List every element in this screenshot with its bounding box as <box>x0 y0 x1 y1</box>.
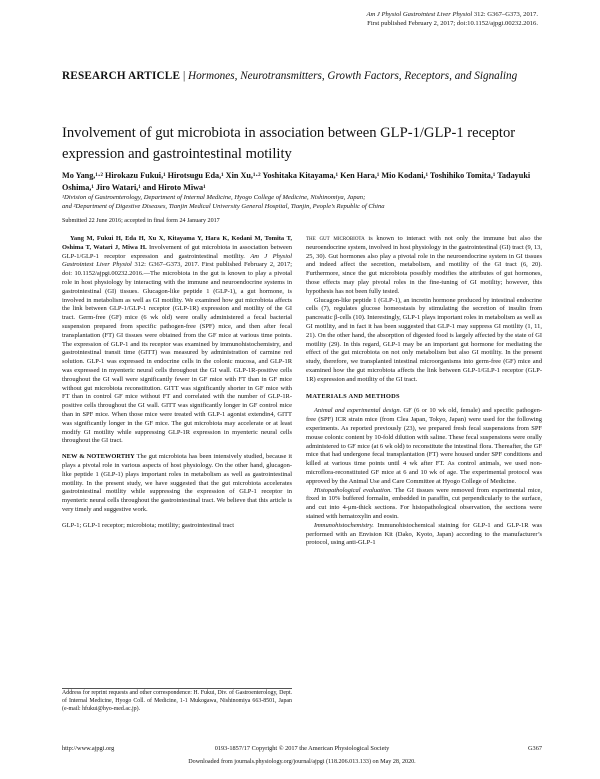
abstract-journal: Am J Physiol Gastrointest Liver Physiol <box>62 252 292 269</box>
methods-subhead-3: Immunohistochemistry. <box>314 521 374 529</box>
intro-lead: the gut microbiota <box>306 235 365 242</box>
methods-subhead-1: Animal and experimental design. <box>314 407 402 415</box>
affiliation-1: ¹Division of Gastroenterology, Department of Internal Medicine, Hyogo College of Medicine, Nishinomiya, Japan; <box>62 194 366 201</box>
download-notice: Downloaded from journals.physiology.org/journal/ajpgi (118.206.013.133) on May 28, 2020. <box>188 759 416 765</box>
author-list: Mo Yang,¹·² Hirokazu Fukui,¹ Hirotsugu Eda,¹ Xin Xu,¹·² Yoshitaka Kitayama,¹ Ken Hara,¹ Mio Kodani,¹ Toshihiko Tomita,¹ Tadayuki Oshima,¹ Jiro Watari,¹ and Hiroto Miwa¹ <box>62 171 531 192</box>
methods-paragraph-2 <box>306 487 542 522</box>
methods-heading: MATERIALS AND METHODS <box>306 392 400 400</box>
abstract <box>62 235 292 446</box>
intro-text-1: is known to interact with not only the immune but also the neuroendocrine system, involved in host physiology in the gastrointestinal (GI) tract (9, 13, 25, 30). Gut hormones also play a pivotal role in the neuroendocrine system in GI tissues and indeed affect the secretion, metabolism, and motility of the GI tract (6, 20). Furthermore, since the gut microbiota possibly modifies the attributes of gut hormones, those effects may play pivotal roles in the fine-tuning of GI motility; however, this hypothesis has not been fully tested. <box>306 235 542 295</box>
page-number: G367 <box>528 745 542 752</box>
new-noteworthy <box>62 453 292 515</box>
article-type-separator: | <box>180 70 188 82</box>
journal-name: Am J Physiol Gastrointest Liver Physiol <box>366 11 473 18</box>
keywords: GLP-1; GLP-1 receptor; microbiota; motility; gastrointestinal tract <box>62 521 234 529</box>
article-type <box>62 68 542 86</box>
methods-text-2: The GI tissues were removed from experimental mice, fixed in 10% buffered formalin, embedded in paraffin, cut perpendicularly to the surface, and cut into 4-μm-thick sections. For histopathological observation, the sections were stained with hematoxylin and eosin. <box>306 486 542 520</box>
affiliations <box>62 193 542 211</box>
methods-paragraph-1 <box>306 407 542 486</box>
abstract-citation-title: Involvement of gut microbiota in association between GLP-1/GLP-1 receptor expression and gastrointestinal motility. <box>62 243 292 260</box>
methods-text-3: Immunohistochemical staining for GLP-1 and GLP-1R was performed with an Envision Kit (Dako, Kyoto, Japan) according to the manufacturer’s protocol, using anti-GLP-1 <box>306 521 542 547</box>
article-type-label: RESEARCH ARTICLE <box>62 70 181 82</box>
methods-subhead-2: Histopathological evaluation. <box>314 486 392 494</box>
abstract-text: 312: G367–G373, 2017. First published February 2, 2017; doi: 10.1152/ajpgi.00232.2016.—The microbiota in the gut is known to play a pivotal role in host physiology by interacting with the immune and neuroendocrine systems in gastrointestinal (GI) tissues. Glucagon-like peptide 1 (GLP-1), a gut hormone, is involved in metabolism as well as GI motility. We examined how gut microbiota affects the link between GLP-1/GLP-1 receptor (GLP-1R) expression and motility of the GI tract. Germ-free (GF) mice (6 wk old) were orally administered a fecal bacterial suspension prepared from specific pathogen-free (SPF) mice, and then after fecal transplantation (FT) GI tissues were obtained from the GF mice at various time points. The expression of GLP-1 and its receptor was examined by immunohistochemistry, and gastrointestinal transit time (GITT) was measured by administration of carmine red solution. GLP-1 was expressed in endocrine cells in the colonic mucosa, and GLP-1R was expressed in myenteric neural cells throughout the GI wall. GLP-1R-positive cells throughout the GI wall were significantly fewer in GF mice with FT than in GF mice without gut microbiota reconstitution. GITT was significantly shorter in GF mice with FT than in control GF mice without FT and correlated with the number of GLP-1R-positive cells throughout the GI wall. GITT was significantly longer in GF control mice than in SPF mice. When those mice were treated with GLP-1 agonist extendin4, GITT was significantly longer in the GF mice. The gut microbiota may accelerate or at least modify GI motility while suppressing GLP-1R expression in myenteric neural cells throughout the GI tract. <box>62 261 292 445</box>
article-title: Involvement of gut microbiota in association between GLP-1/GLP-1 receptor expression and gastrointestinal motility <box>62 125 516 162</box>
journal-url[interactable]: http://www.ajpgi.org <box>62 745 115 752</box>
new-noteworthy-label: NEW & NOTEWORTHY <box>62 453 135 461</box>
footnote-rule <box>62 688 292 689</box>
journal-citation: 312: G367–G373, 2017. <box>472 11 538 18</box>
intro-paragraph-1 <box>306 235 542 297</box>
article-section: Hormones, Neurotransmitters, Growth Factors, Receptors, and Signaling <box>187 70 518 82</box>
running-head <box>238 11 538 28</box>
methods-text-1: GF (6 or 10 wk old, female) and specific pathogen-free (SPF) ICR strain mice (from Clea Japan, Tokyo, Japan) were used for the following experiments. As reported previously (23), we prepared fresh fecal suspensions from SPF mouse colonic content by 10-fold dilution with saline. These fecal suspensions were orally administered to GF mice (at 6 wk old) to reconstitute the intestinal flora. Thereafter, the GF mice that had undergone fecal transplantation (FT) were housed under SPF conditions and killed at various time points until 4 wk after FT. As control animals, we used non-microflora-reconstituted GF mice at 6 and 10 wk of age. The experimental protocol was approved by the Animal Use and Care Committee at Hyogo College of Medicine. <box>306 407 542 485</box>
affiliation-2: and ²Department of Digestive Diseases, Tianjin Medical University General Hospital, Tianjin, People’s Republic of China <box>62 203 385 211</box>
abstract-citation-authors: Yang M, Fukui H, Eda H, Xu X, Kitayama Y, Hara K, Kodani M, Tomita T, Oshima T, Watari J, Miwa H. <box>62 235 292 251</box>
intro-paragraph-2: Glucagon-like peptide 1 (GLP-1), an incretin hormone produced by intestinal endocrine cells (7), regulates glucose homeostasis by stimulating the secretion of insulin from pancreatic β-cells (10). Interestingly, GLP-1 plays important roles in metabolism as well as GI motility, and in fact it has been suggested that GLP-1 may suppress GI motility (1, 11, 21). On the other hand, the absorption of digested food is largely affected by the state of GI motility (29). In this regard, GLP-1 may be an important gut hormone for mediating the effect of the gut microbiota on not only metabolism but also GI motility. In the present study, therefore, we transplanted intestinal microorganisms into germ-free (GF) mice and examined how the gut microbiota affects the link between GLP-1/GLP-1 receptor (GLP-1R) expression and motility of the GI tract. <box>306 296 542 383</box>
publication-info: First published February 2, 2017; doi:10.1152/ajpgi.00232.2016. <box>367 19 538 27</box>
copyright-line: 0193-1857/17 Copyright © 2017 the American Physiological Society <box>214 745 390 752</box>
submission-dates: Submitted 22 June 2016; accepted in final form 24 January 2017 <box>62 218 220 224</box>
methods-paragraph-3 <box>306 522 542 548</box>
right-column <box>306 235 542 548</box>
correspondence-note: Address for reprint requests and other correspondence: H. Fukui, Div. of Gastroenterology, Dept. of Internal Medicine, Hyogo Coll. of Medicine, 1-1 Mukogawa, Nishinomiya 663-8501, Japan (e-mail: hfukui@hyo-med.ac.jp). <box>62 690 292 712</box>
new-noteworthy-text: The gut microbiota has been intensively studied, because it plays a pivotal role in various aspects of host physiology. On the other hand, glucagon-like peptide 1 (GLP-1) plays important roles in metabolism as well as gastrointestinal motility. In the present study, we have suggested that the gut microbiota accelerates gastrointestinal motility while suppressing the expression of GLP-1 receptor in myenteric neural cells throughout the gastrointestinal tract. We believe that this article is very timely and suggestive work. <box>62 453 292 513</box>
left-column <box>62 235 292 531</box>
